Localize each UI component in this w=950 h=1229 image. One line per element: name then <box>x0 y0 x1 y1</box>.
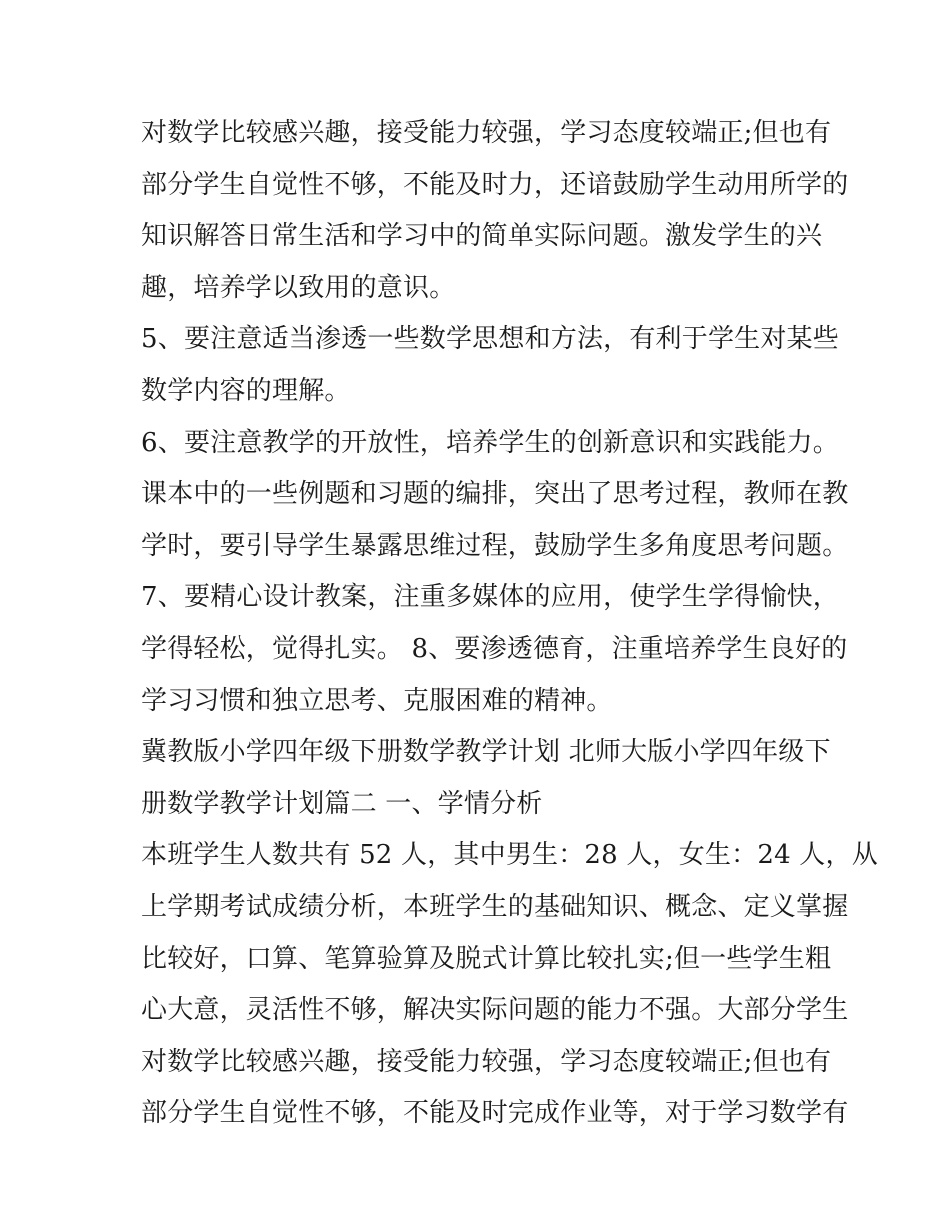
text-line: 5、要注意适当渗透一些数学思想和方法，有利于学生对某些 <box>141 324 839 355</box>
text-line: 部分学生自觉性不够，不能及时力，还谙鼓励学生动用所学的 <box>141 169 849 200</box>
text-line: 6、要注意教学的开放性，培养学生的创新意识和实践能力。 <box>141 427 839 458</box>
text-line: 学得轻松，觉得扎实。 8、要渗透德育，注重培养学生良好的 <box>141 633 848 664</box>
text-line: 数学内容的理解。 <box>141 375 351 406</box>
text-line: 部分学生自觉性不够，不能及时完成作业等，对于学习数学有 <box>141 1098 849 1129</box>
text-line: 知识解答日常生活和学习中的简单实际问题。激发学生的兴 <box>141 221 823 252</box>
text-line: 本班学生人数共有 52 人，其中男生：28 人，女生：24 人，从 <box>141 840 878 871</box>
text-line: 学时，要引导学生暴露思维过程，鼓励学生多角度思考问题。 <box>141 530 849 561</box>
text-line: 学习习惯和独立思考、克服困难的精神。 <box>141 685 613 716</box>
text-line: 对数学比较感兴趣，接受能力较强，学习态度较端正;但也有 <box>141 1046 832 1077</box>
text-line: 课本中的一些例题和习题的编排，突出了思考过程，教师在教 <box>141 479 849 510</box>
document-body <box>141 108 878 1140</box>
text-line: 比较好，口算、笔算验算及脱式计算比较扎实;但一些学生粗 <box>141 943 832 974</box>
section-heading-line: 册数学教学计划篇二 一、学情分析 <box>141 788 543 819</box>
text-line: 对数学比较感兴趣，接受能力较强，学习态度较端正;但也有 <box>141 118 832 148</box>
text-line: 上学期考试成绩分析，本班学生的基础知识、概念、定义掌握 <box>141 891 849 922</box>
text-line: 趣，培养学以致用的意识。 <box>141 272 456 303</box>
section-heading-line: 冀教版小学四年级下册数学教学计划 北师大版小学四年级下 <box>141 737 831 768</box>
text-line: 7、要精心设计教案，注重多媒体的应用，使学生学得愉快， <box>141 582 839 613</box>
text-line: 心大意，灵活性不够，解决实际问题的能力不强。大部分学生 <box>141 995 849 1026</box>
